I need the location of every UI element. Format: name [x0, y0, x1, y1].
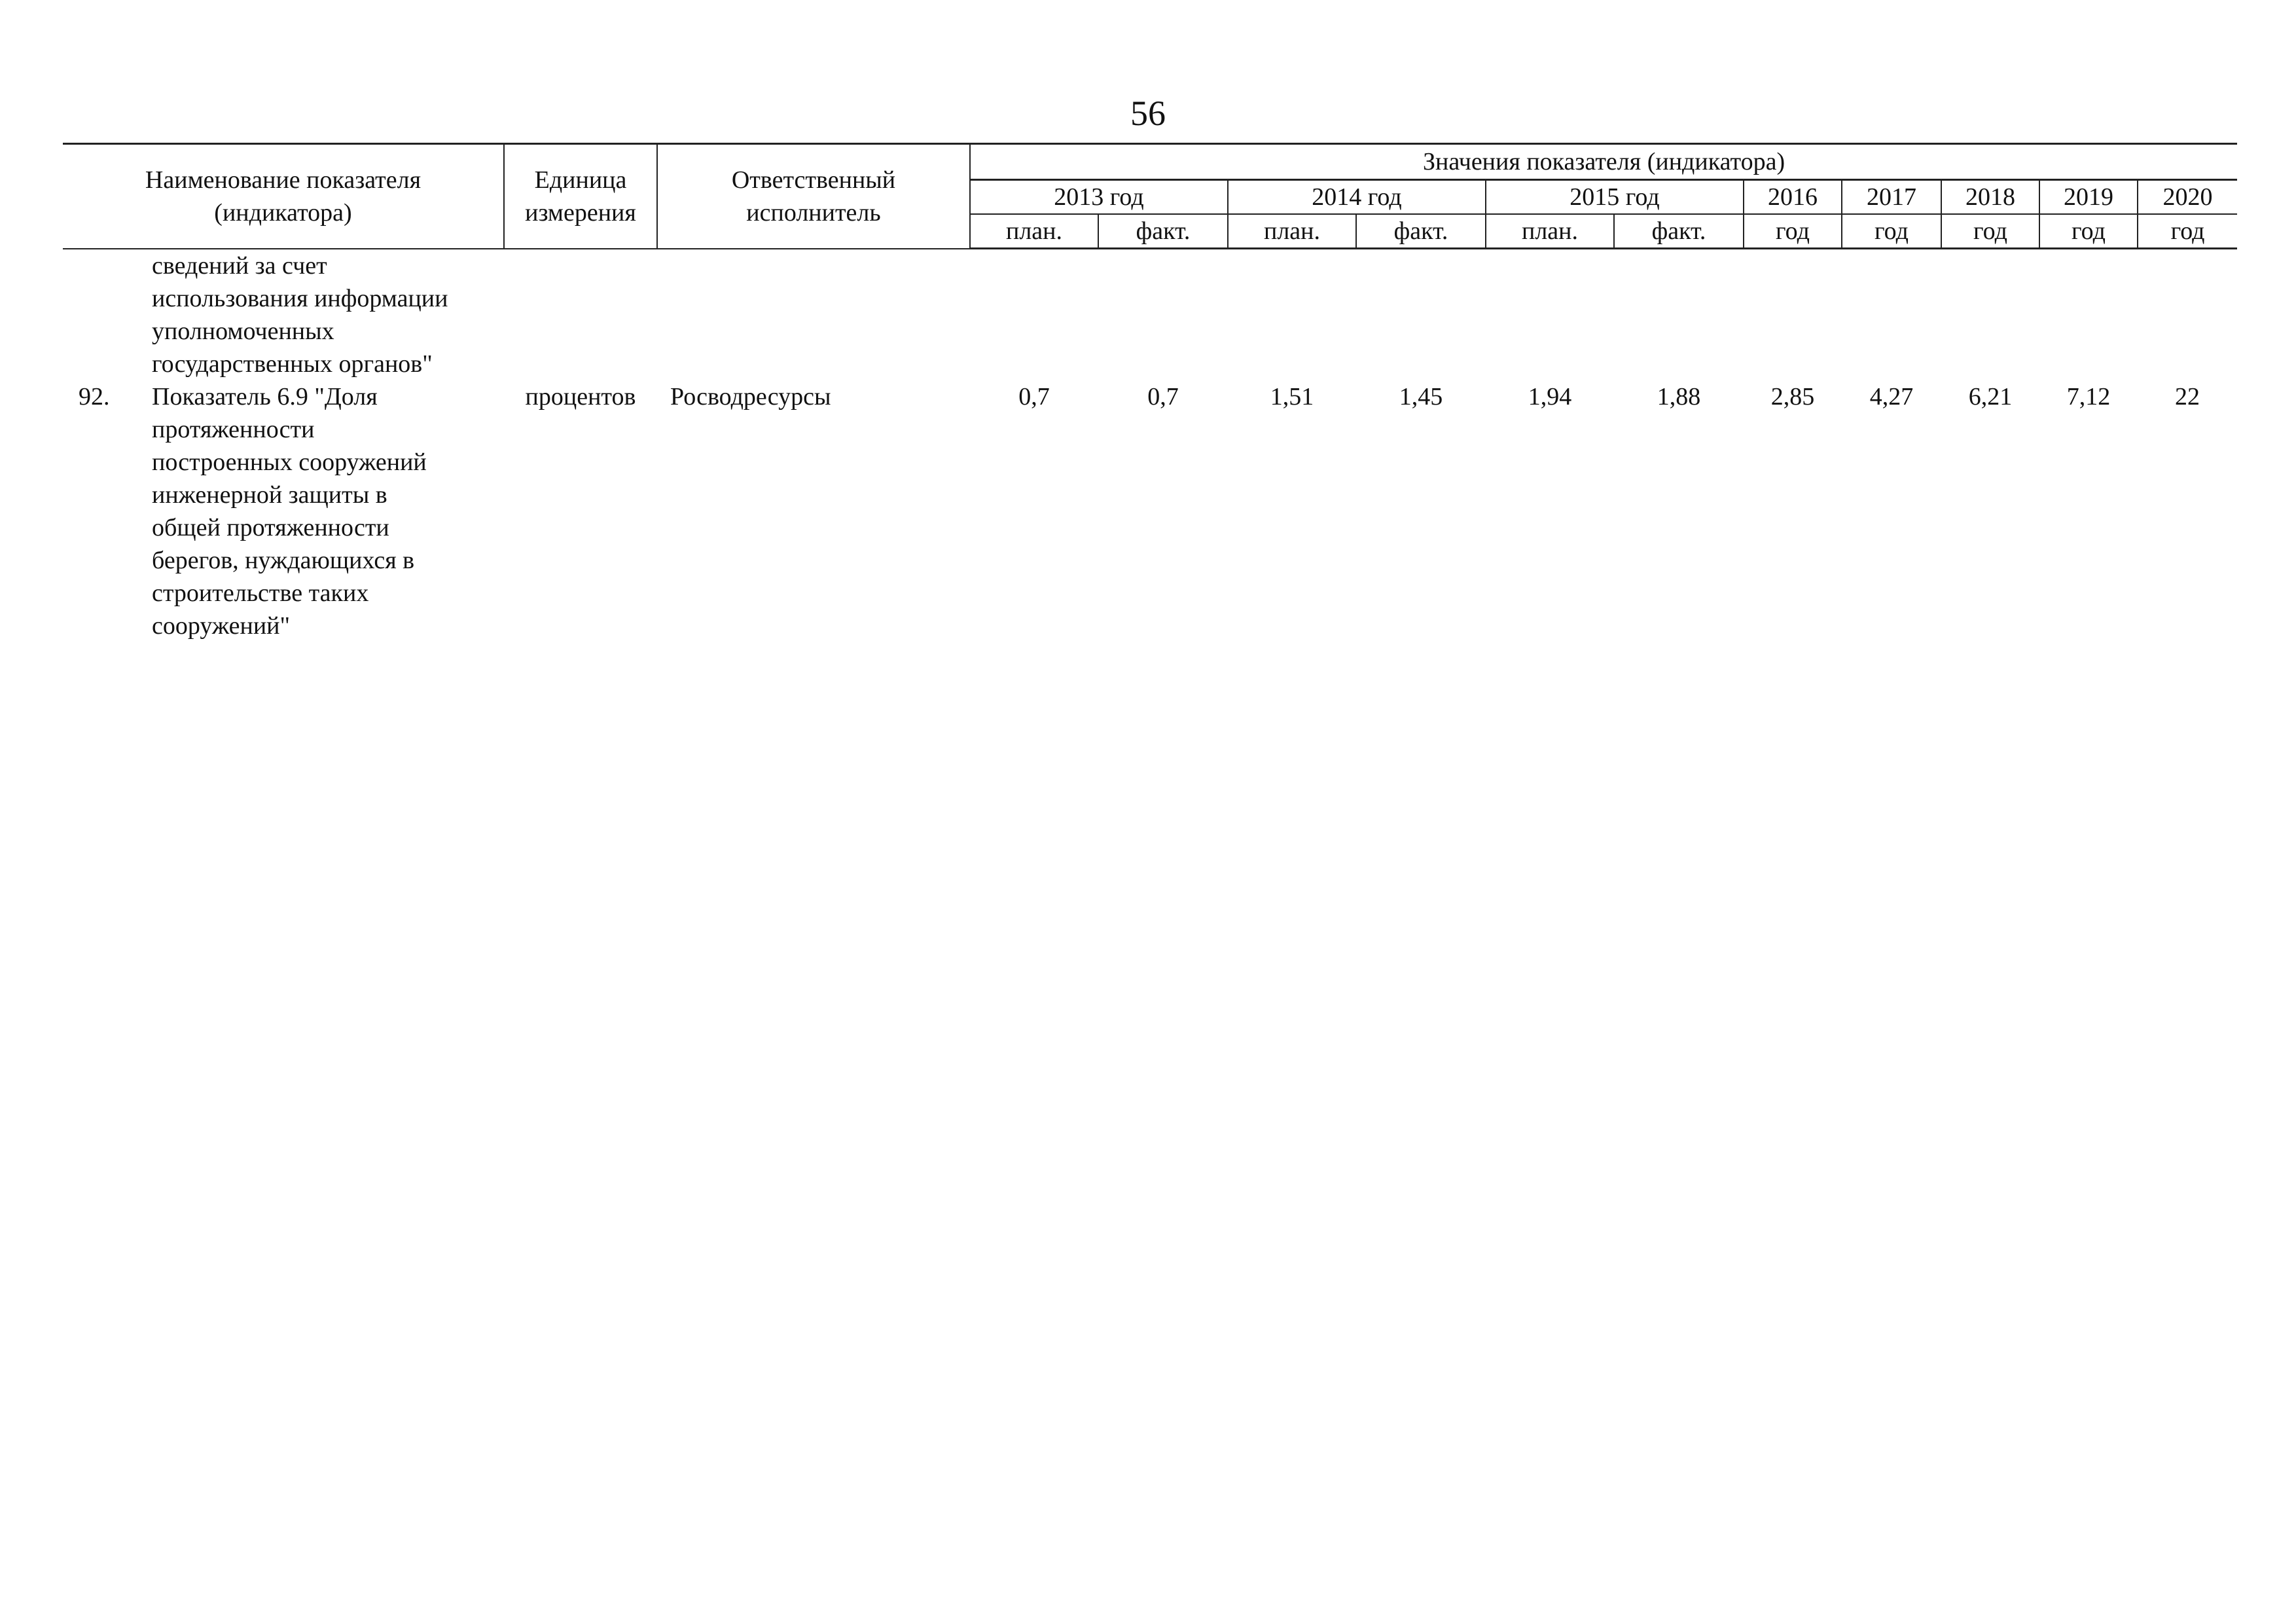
- indicator-name-line: инженерной защиты в: [152, 481, 387, 509]
- table-row: [63, 249, 2237, 380]
- unit-cell: процентов: [525, 382, 636, 410]
- header-2017-god: год: [1842, 214, 1941, 249]
- header-2019-god: год: [2039, 214, 2138, 249]
- header-year-2015: 2015 год: [1486, 180, 1744, 215]
- indicator-name: [152, 249, 504, 380]
- page-number: 56: [1130, 94, 1166, 133]
- executor-cell: Росводресурсы: [670, 382, 831, 410]
- value-2014-plan: 1,51: [1270, 382, 1314, 410]
- value-2015-fact: 1,88: [1657, 382, 1701, 410]
- indicators-table: [63, 143, 2237, 642]
- header-2015-plan: план.: [1486, 214, 1614, 249]
- table-row: [63, 380, 2237, 642]
- values-cell-empty: [970, 249, 2237, 380]
- header-executor-column: Ответственный исполнитель: [657, 144, 970, 249]
- header-year-2013: 2013 год: [970, 180, 1228, 215]
- header-2015-fact: факт.: [1614, 214, 1744, 249]
- header-2020-god: год: [2138, 214, 2237, 249]
- indicator-name-line: использования информации: [152, 284, 448, 312]
- value-2016: 2,85: [1770, 382, 1815, 410]
- header-2013-fact: факт.: [1098, 214, 1228, 249]
- unit-cell: [504, 249, 657, 380]
- header-year-2020: 2020: [2138, 180, 2237, 215]
- indicator-name-line: общей протяженности: [152, 513, 389, 541]
- table-header: [63, 144, 2237, 249]
- header-name-column: Наименование показателя (индикатора): [63, 144, 504, 249]
- executor-cell: [657, 249, 970, 380]
- value-2013-plan: 0,7: [1018, 382, 1050, 410]
- indicator-name-line: государственных органов": [152, 350, 433, 378]
- value-2015-plan: 1,94: [1528, 382, 1572, 410]
- header-2014-fact: факт.: [1356, 214, 1486, 249]
- header-year-2018: 2018: [1941, 180, 2039, 215]
- indicator-name-line: Показатель 6.9 "Доля: [152, 382, 378, 410]
- header-2016-god: год: [1744, 214, 1842, 249]
- indicator-name-line: строительстве таких: [152, 579, 369, 607]
- indicator-name-line: сооружений": [152, 611, 291, 640]
- header-2013-plan: план.: [970, 214, 1098, 249]
- header-year-2016: 2016: [1744, 180, 1842, 215]
- value-2017: 4,27: [1869, 382, 1914, 410]
- indicator-name-line: построенных сооружений: [152, 448, 427, 476]
- value-2014-fact: 1,45: [1399, 382, 1443, 410]
- indicator-name: [152, 380, 504, 642]
- indicator-name-line: протяженности: [152, 415, 315, 443]
- indicator-name-line: берегов, нуждающихся в: [152, 546, 415, 574]
- header-year-2019: 2019: [2039, 180, 2138, 215]
- indicator-name-line: сведений за счет: [152, 251, 327, 280]
- value-2019: 7,12: [2066, 382, 2111, 410]
- header-values-group: Значения показателя (индикатора): [970, 144, 2237, 180]
- indicator-name-line: уполномоченных: [152, 317, 334, 345]
- row-number: [63, 249, 152, 380]
- value-2013-fact: 0,7: [1147, 382, 1179, 410]
- header-year-2014: 2014 год: [1228, 180, 1486, 215]
- header-year-2017: 2017: [1842, 180, 1941, 215]
- value-2018: 6,21: [1968, 382, 2013, 410]
- header-unit-column: Единица измерения: [504, 144, 657, 249]
- header-2018-god: год: [1941, 214, 2039, 249]
- row-number: 92.: [79, 382, 110, 410]
- header-2014-plan: план.: [1228, 214, 1356, 249]
- value-2020: 22: [2175, 382, 2200, 410]
